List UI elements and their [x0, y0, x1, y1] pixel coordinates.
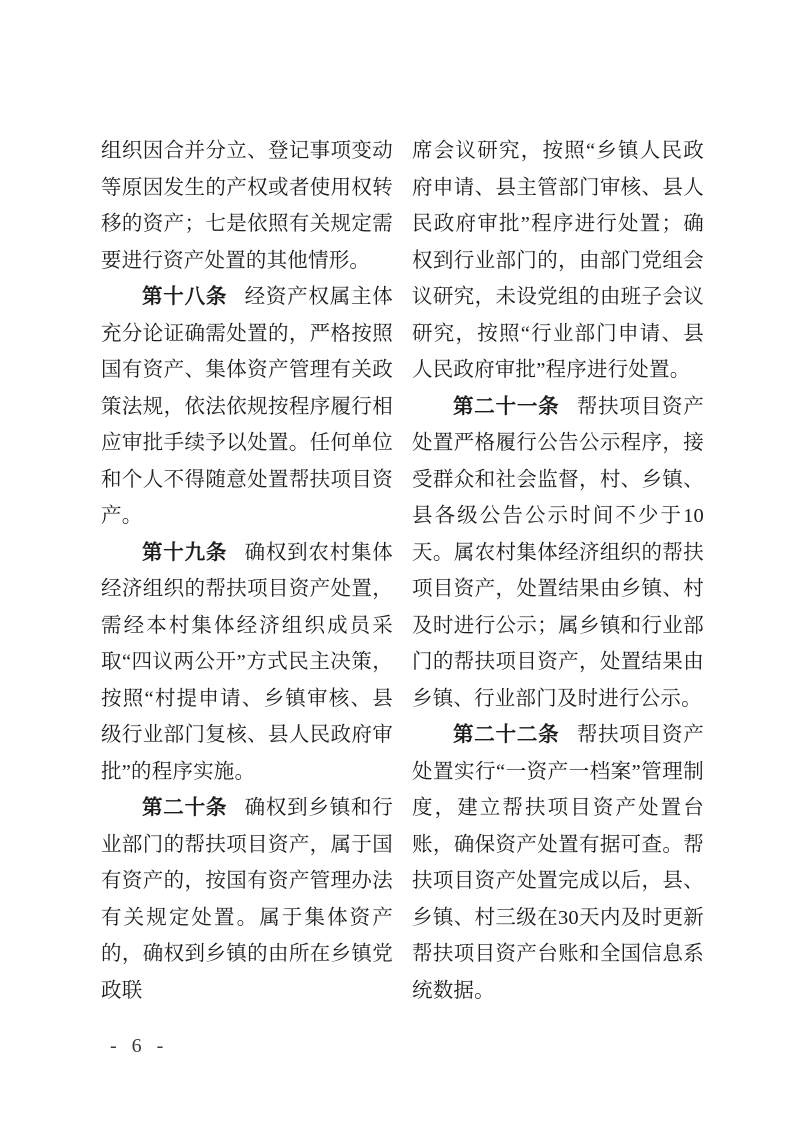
paragraph-text: 组织因合并分立、登记事项变动等原因发生的产权或者使用权转移的资产；七是依照有关规定需要进行资产处置的其他情形。: [101, 140, 393, 272]
article-20-text: 确权到乡镇和行业部门的帮扶项目资产，属于国有资产的，按国有资产管理办法有关规定处置。属于集体资产的，确权到乡镇的由所在乡镇党政联: [101, 797, 393, 1002]
article-18-number: 第十八条: [142, 286, 228, 308]
paragraph-article-19: [101, 535, 393, 791]
page-number: - 6 -: [110, 1035, 169, 1057]
article-19-number: 第十九条: [142, 541, 228, 564]
continued-paragraph-article-20: [412, 133, 704, 389]
text-columns: [101, 133, 704, 1009]
paragraph-article-18: [101, 279, 393, 535]
left-column: [101, 133, 393, 1009]
paragraph-article-22: [412, 717, 704, 1009]
article-18-text: 经资产权属主体充分论证确需处置的，严格按照国有资产、集体资产管理有关政策法规，依法依规按程序履行相应审批手续予以处置。任何单位和个人不得随意处置帮扶项目资产。: [101, 286, 393, 527]
article-20-number: 第二十条: [142, 797, 228, 819]
article-22-number: 第二十二条: [453, 724, 560, 746]
continued-paragraph: [101, 133, 393, 279]
right-column: [412, 133, 704, 1009]
paragraph-article-21: [412, 389, 704, 718]
article-22-text: 帮扶项目资产处置实行“一资产一档案”管理制度，建立帮扶项目资产处置台账，确保资产处置有据可查。帮扶项目资产处置完成以后，县、乡镇、村三级在30天内及时更新帮扶项目资产台账和全国信息系统数据。: [412, 724, 704, 1002]
paragraph-article-20: [101, 790, 393, 1009]
article-19-text: 确权到农村集体经济组织的帮扶项目资产处置，需经本村集体经济组织成员采取“四议两公开”方式民主决策，按照“村提申请、乡镇审核、县级行业部门复核、县人民政府审批”的程序实施。: [101, 541, 393, 783]
article-21-text: 帮扶项目资产处置严格履行公告公示程序，接受群众和社会监督，村、乡镇、县各级公告公示时间不少于10天。属农村集体经济组织的帮扶项目资产，处置结果由乡镇、村及时进行公示；属乡镇和行业部门的帮扶项目资产，处置结果由乡镇、行业部门及时进行公示。: [412, 395, 704, 710]
article-21-number: 第二十一条: [453, 395, 560, 418]
paragraph-text: 席会议研究，按照“乡镇人民政府申请、县主管部门审核、县人民政府审批”程序进行处置；确权到行业部门的，由部门党组会议研究，未设党组的由班子会议研究，按照“行业部门申请、县人民政府审批”程序进行处置。: [412, 140, 704, 381]
